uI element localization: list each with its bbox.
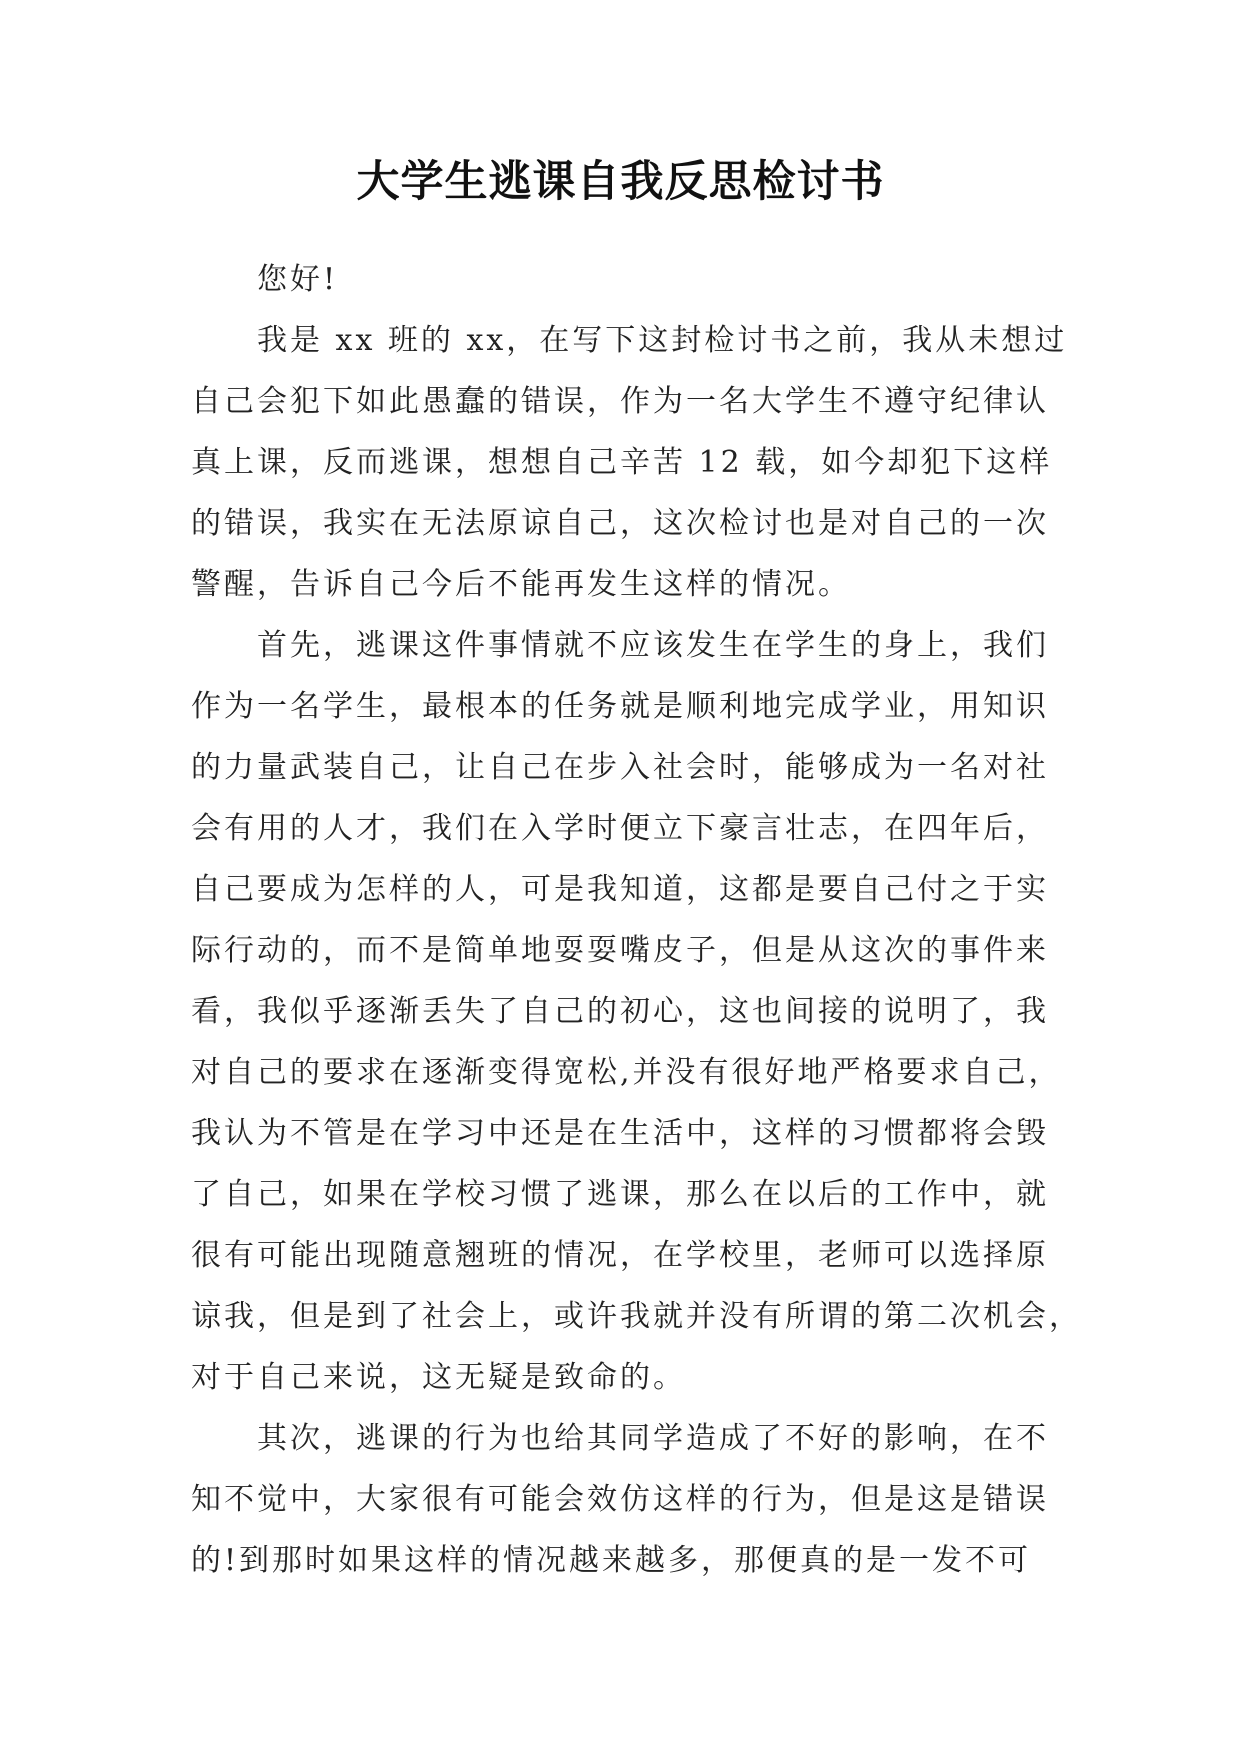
paragraph-3-line-1: 其次，逃课的行为也给其同学造成了不好的影响，在不 [257, 1421, 1049, 1456]
paragraph-1-line-1: 我是 xx 班的 xx，在写下这封检讨书之前，我从未想过 [257, 323, 1068, 358]
paragraph-2-line-7: 看，我似乎逐渐丢失了自己的初心，这也间接的说明了，我 [191, 994, 1049, 1029]
paragraph-2-line-2: 作为一名学生，最根本的任务就是顺利地完成学业，用知识 [191, 689, 1049, 724]
paragraph-1-line-3: 真上课，反而逃课，想想自己辛苦 12 载，如今却犯下这样 [191, 445, 1053, 480]
paragraph-3-line-2: 知不觉中，大家很有可能会效仿这样的行为，但是这是错误 [191, 1482, 1049, 1517]
paragraph-2-line-3: 的力量武装自己，让自己在步入社会时，能够成为一名对社 [191, 750, 1049, 785]
paragraph-2-line-10: 了自己，如果在学校习惯了逃课，那么在以后的工作中，就 [191, 1177, 1049, 1212]
paragraph-2-line-11: 很有可能出现随意翘班的情况，在学校里，老师可以选择原 [191, 1238, 1049, 1273]
document-body [191, 260, 1082, 1602]
paragraph-2-line-4: 会有用的人才，我们在入学时便立下豪言壮志，在四年后， [191, 811, 1049, 846]
salutation-line: 您好! [257, 262, 339, 297]
paragraph-2-line-12: 谅我，但是到了社会上，或许我就并没有所谓的第二次机会， [191, 1299, 1082, 1334]
paragraph-2-line-1: 首先，逃课这件事情就不应该发生在学生的身上，我们 [257, 628, 1049, 663]
paragraph-2-line-5: 自己要成为怎样的人，可是我知道，这都是要自己付之于实 [191, 872, 1049, 907]
paragraph-2-line-9: 我认为不管是在学习中还是在生活中，这样的习惯都将会毁 [191, 1116, 1049, 1151]
paragraph-2-line-13: 对于自己来说，这无疑是致命的。 [191, 1360, 686, 1395]
paragraph-2-line-8: 对自己的要求在逐渐变得宽松,并没有很好地严格要求自己， [191, 1055, 1062, 1090]
document-title: 大学生逃课自我反思检讨书 [356, 157, 885, 207]
paragraph-3-line-3: 的!到那时如果这样的情况越来越多，那便真的是一发不可 [191, 1543, 1032, 1578]
paragraph-1-line-2: 自己会犯下如此愚蠢的错误，作为一名大学生不遵守纪律认 [191, 384, 1049, 419]
paragraph-1-line-5: 警醒，告诉自己今后不能再发生这样的情况。 [191, 567, 851, 602]
paragraph-1-line-4: 的错误，我实在无法原谅自己，这次检讨也是对自己的一次 [191, 506, 1049, 541]
paragraph-2-line-6: 际行动的，而不是简单地耍耍嘴皮子，但是从这次的事件来 [191, 933, 1049, 968]
